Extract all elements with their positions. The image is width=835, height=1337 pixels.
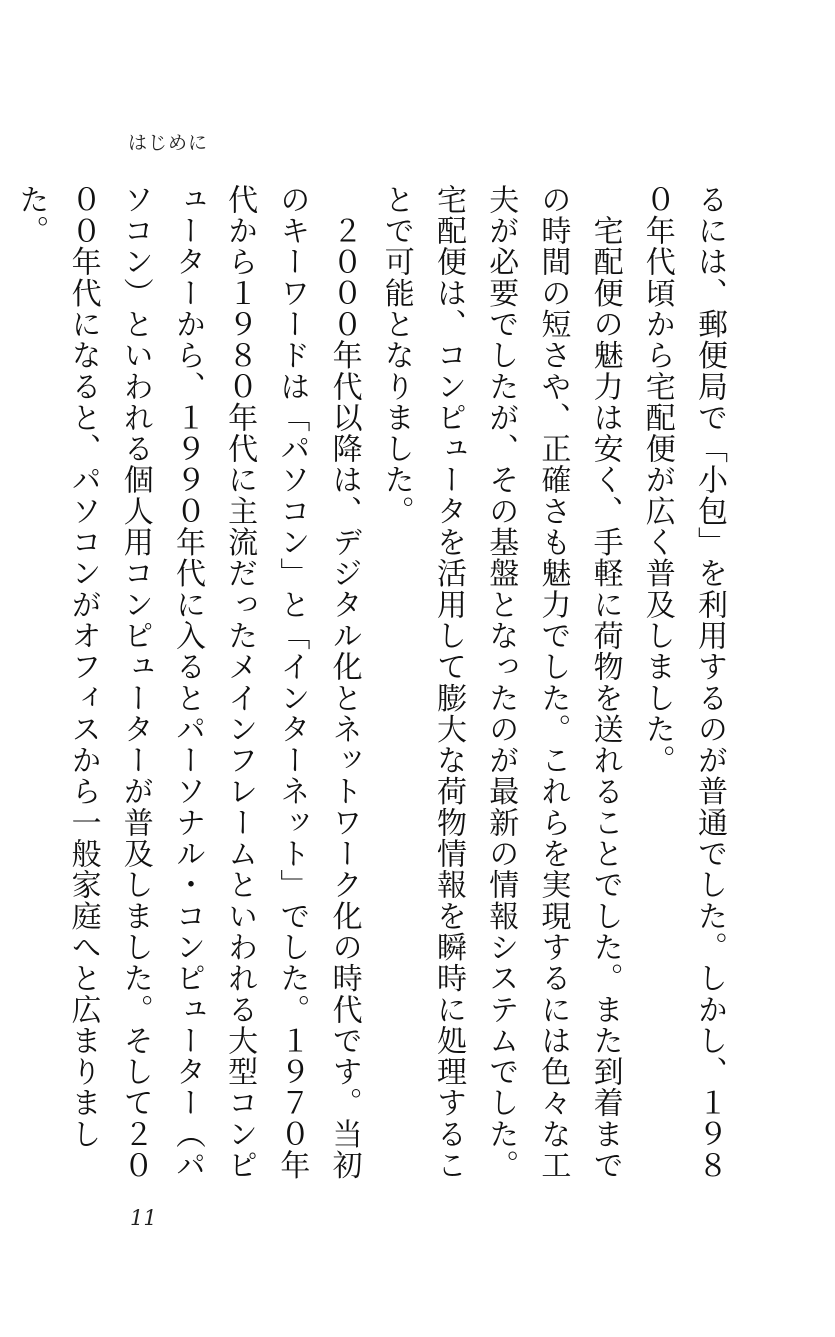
paragraph: 宅配便の魅力は安く、手軽に荷物を送れることでした。また到着までの時間の短さや、正確さも魅力でした。これらを実現するには色々な工夫が必要でしたが、その基盤となったのが最新の情報システムでした。宅配便は、コンピュータを活用して膨大な荷物情報を瞬時に処理することで可能となりました。 (378, 184, 623, 1181)
page-number: 11 (130, 1206, 157, 1230)
paragraph (0, 184, 4, 1194)
running-head: はじめに (128, 132, 209, 154)
body-text (13, 184, 735, 1194)
paragraph: ２０００年代以降は、デジタル化とネットワーク化の時代です。当初のキーワードは「パソコン」と「インターネット」でした。１９７０年代から１９８０年代に主流だったメインフレームといわれる大型コンピューターから、１９９０年代に入るとパーソナル・コンピューター（パソコン）といわれる個人用コンピューターが普及しました。そして２０００年代になると、パソコンがオフィスから一般家庭へと広まりました。 (13, 184, 362, 1181)
paragraph: るには、郵便局で「小包」を利用するのが普通でした。しかし、１９８０年代頃から宅配便が広く普及しました。 (639, 184, 727, 1181)
